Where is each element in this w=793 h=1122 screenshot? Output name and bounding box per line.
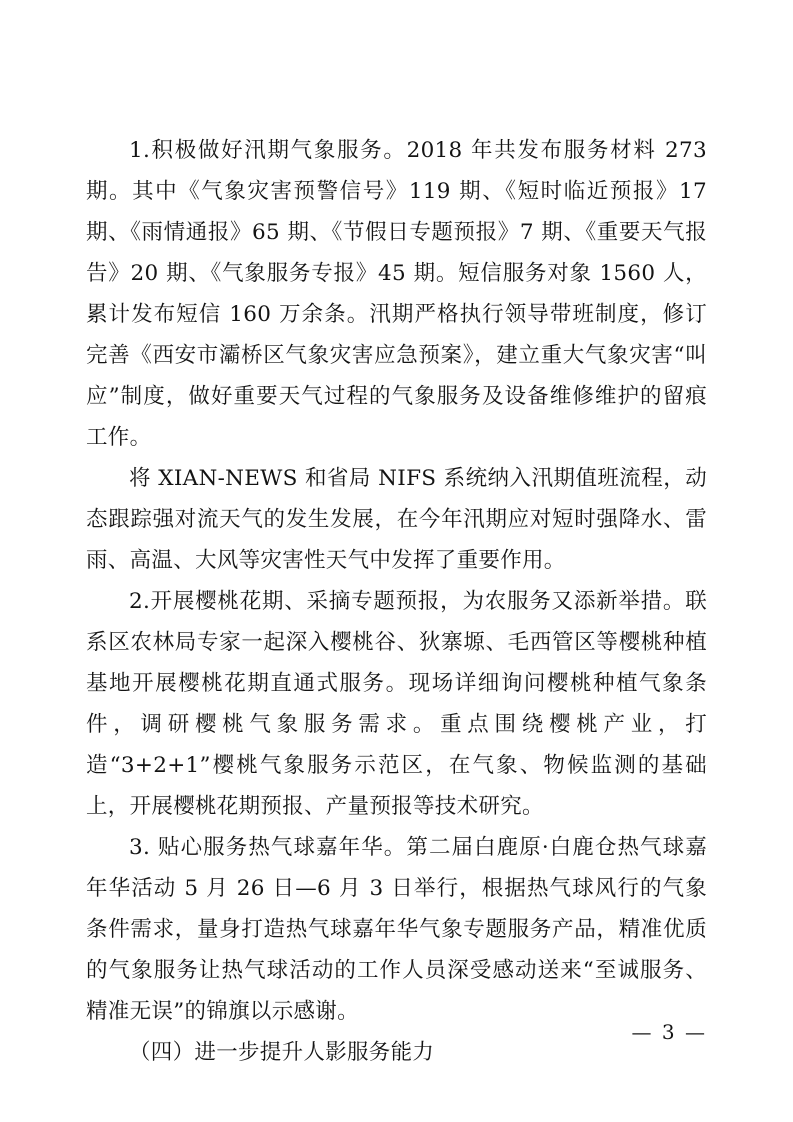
document-body: [86, 130, 707, 1073]
paragraph-4: 3. 贴心服务热气球嘉年华。第二届白鹿原·白鹿仓热气球嘉年华活动 5 月 26 日—6 月 3 日举行，根据热气球风行的气象条件需求，量身打造热气球嘉年华气象专题服务产品，精准优质的气象服务让热气球活动的工作人员深受感动送来“至诚服务、精准无误”的锦旗以示感谢。: [86, 835, 707, 1024]
page-number: — 3 —: [631, 1020, 707, 1044]
paragraph-5: （四）进一步提升人影服务能力: [129, 1040, 435, 1065]
paragraph-3: 2.开展樱桃花期、采摘专题预报，为农服务又添新举措。联系区农林局专家一起深入樱桃谷、狄寨塬、毛西管区等樱桃种植基地开展樱桃花期直通式服务。现场详细询问樱桃种植气象条件，调研樱桃气象服务需求。重点围绕樱桃产业，打造“3+2+1”樱桃气象服务示范区，在气象、物候监测的基础上，开展樱桃花期预报、产量预报等技术研究。: [86, 589, 707, 819]
paragraph-2: 将 XIAN-NEWS 和省局 NIFS 系统纳入汛期值班流程，动态跟踪强对流天气的发生发展，在今年汛期应对短时强降水、雷雨、高温、大风等灾害性天气中发挥了重要作用。: [86, 466, 707, 573]
paragraph-1: 1.积极做好汛期气象服务。2018 年共发布服务材料 273 期。其中《气象灾害预警信号》119 期、《短时临近预报》17 期、《雨情通报》65 期、《节假日专题预报》7 期、《重要天气报告》20 期、《气象服务专报》45 期。短信服务对象 1560 人，累计发布短信 160 万余条。汛期严格执行领导带班制度，修订完善《西安市灞桥区气象灾害应急预案》，建立重大气象灾害“叫应”制度，做好重要天气过程的气象服务及设备维修维护的留痕工作。: [86, 138, 707, 450]
